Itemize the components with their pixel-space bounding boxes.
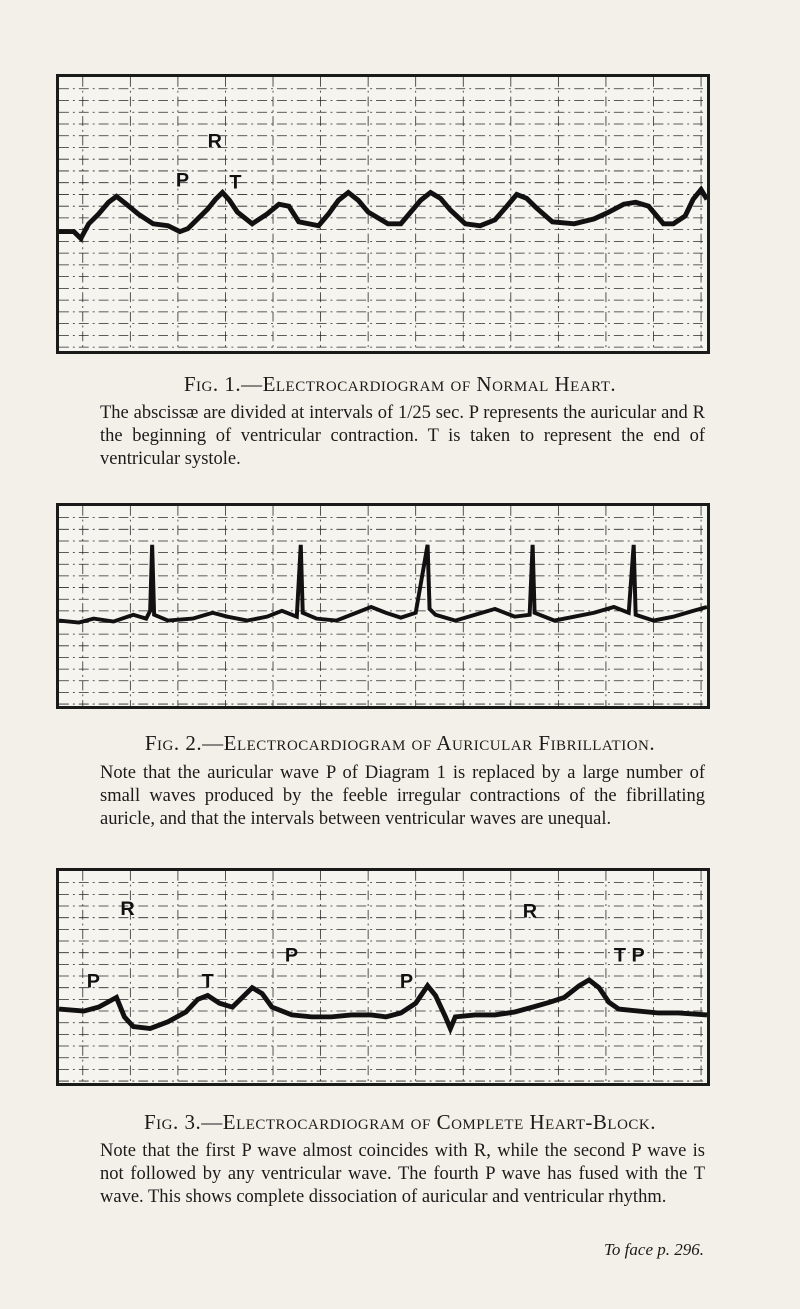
figure-1-title: Fig. 1.—Electrocardiogram of Normal Heart. [183,372,617,396]
fig3-label-p1: P [86,970,100,993]
figure-1-ecg [56,74,710,354]
figure-3-ecg [56,868,710,1086]
fig3-label-r1: R [120,897,135,920]
figure-2-trace [59,506,707,706]
fig3-label-p3: P [399,970,414,993]
fig1-label-p: P [175,169,190,192]
figure-3-baseline-trace [59,980,707,1029]
footer-page-note: To face p. 296. [604,1240,704,1259]
figure-1-trace [59,77,707,351]
figure-3-title: Fig. 3.—Electrocardiogram of Complete Heart-Block. [143,1110,657,1134]
fig3-label-p2: P [284,944,299,967]
figure-2-grid [59,506,707,706]
fig3-label-tp: T P [613,944,645,967]
fig3-label-t1: T [201,970,214,993]
figure-1-baseline-trace [59,190,707,239]
fig3-label-r2: R [522,900,538,923]
figure-3-trace [59,871,707,1083]
figure-2-title: Fig. 2.—Electrocardiogram of Auricular Fibrillation. [144,731,656,755]
fig1-label-t: T [229,171,242,194]
figure-1-caption: The abscissæ are divided at intervals of 1/25 sec. P represents the auricular and R the beginning of ventricular contraction. T is taken to represent the end of ventricular systole. [100,403,705,469]
figure-2-caption: Note that the auricular wave P of Diagram 1 is replaced by a large number of small waves produced by the feeble irregular contractions of the fibrillating auricle, and that the intervals between ventricular waves are unequal. [100,763,705,829]
figure-2-ecg [56,503,710,709]
fig1-label-r: R [207,130,222,153]
figure-3-caption: Note that the first P wave almost coincides with R, while the second P wave is not followed by any ventricular wave. The fourth P wave has fused with the T wave. This shows complete dissociation of auricular and ventricular rhythm. [100,1141,705,1207]
figure-3-grid [59,871,707,1083]
